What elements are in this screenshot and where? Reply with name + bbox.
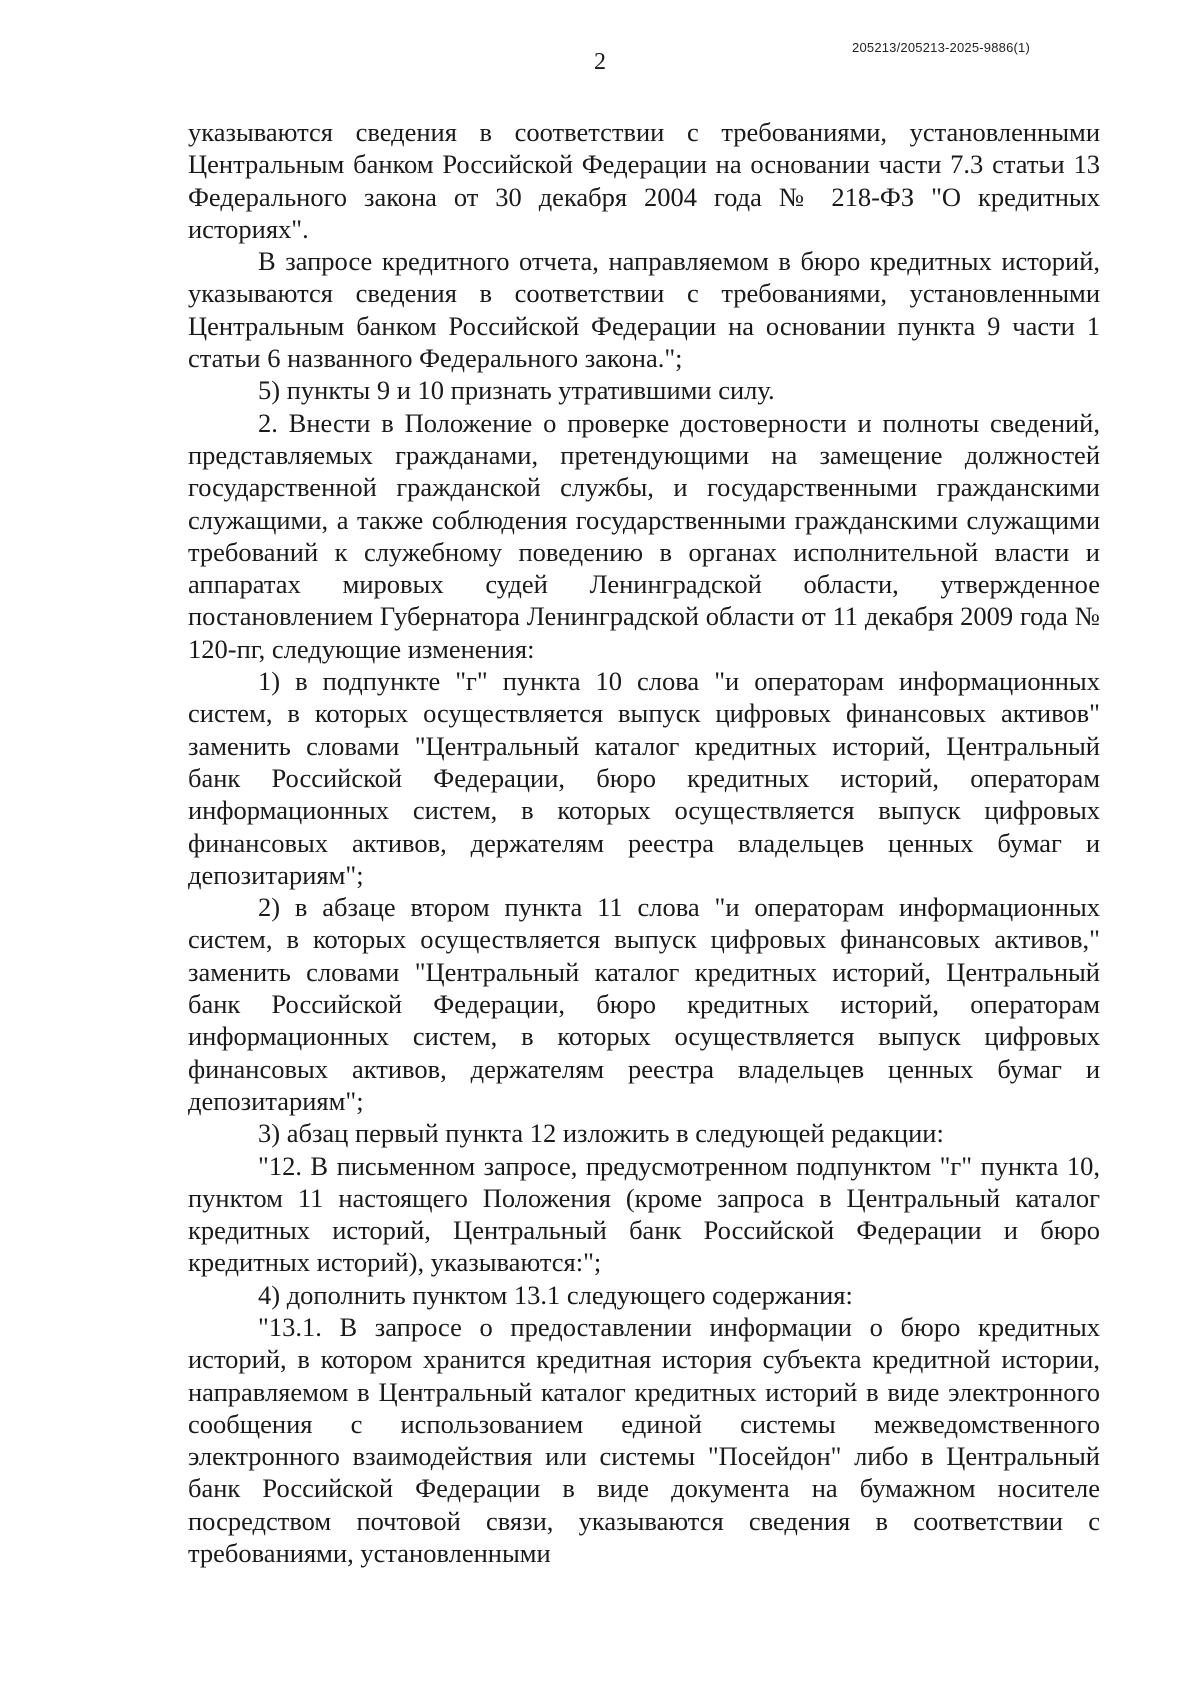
paragraph-point-13-1: "13.1. В запросе о предоставлении информации о бюро кредитных историй, в котором хранится кредитная история субъекта кредитной истории, направляемом в Центральный каталог кредитных историй в виде электронного сообщения с использованием единой системы межведомственного электронного взаимодействия или системы "Посейдон" либо в Центральный банк Российской Федерации в виде документа на бумажном носителе посредством почтовой связи, указываются сведения в соответствии с требованиями, установленными xyxy=(188,1311,1100,1569)
paragraph-amendment-3: 3) абзац первый пункта 12 изложить в следующей редакции: xyxy=(258,1118,944,1149)
document-id: 205213/205213-2025-9886(1) xyxy=(852,40,1030,55)
paragraph-amendment-2: 2) в абзаце втором пункта 11 слова "и операторам информационных систем, в которых осуществляется выпуск цифровых финансовых активов," заменить словами "Центральный каталог кредитных историй, Центральный банк Российской Федерации, бюро кредитных историй, операторам информационных систем, в которых осуществляется выпуск цифровых финансовых активов, держателям реестра владельцев ценных бумаг и депозитариям"; xyxy=(188,892,1100,1116)
paragraph-item-5: 5) пункты 9 и 10 признать утратившими силу. xyxy=(258,375,775,406)
paragraph-continuation: указываются сведения в соответствии с требованиями, установленными Центральным банком Российской Федерации на основании части 7.3 статьи 13 Федерального закона от 30 декабря 2004 года № 218-ФЗ "О кредитных историях". xyxy=(188,117,1100,244)
paragraph-credit-report-request: В запросе кредитного отчета, направляемом в бюро кредитных историй, указываются сведения в соответствии с требованиями, установленными Центральным банком Российской Федерации на основании пункта 9 части 1 статьи 6 названного Федерального закона."; xyxy=(188,246,1100,374)
paragraph-amendment-1: 1) в подпункте "г" пункта 10 слова "и операторам информационных систем, в которых осуществляется выпуск цифровых финансовых активов" заменить словами "Центральный каталог кредитных историй, Центральный банк Российской Федерации, бюро кредитных историй, операторам информационных систем, в которых осуществляется выпуск цифровых финансовых активов, держателям реестра владельцев ценных бумаг и депозитариям"; xyxy=(188,666,1100,890)
page-number: 2 xyxy=(594,49,606,75)
document-body xyxy=(188,116,1100,1569)
paragraph-amendment-4: 4) дополнить пунктом 13.1 следующего содержания: xyxy=(258,1279,853,1310)
paragraph-point-12: "12. В письменном запросе, предусмотренном подпунктом "г" пункта 10, пунктом 11 настоящего Положения (кроме запроса в Центральный каталог кредитных историй, Центральный банк Российской Федерации и бюро кредитных историй), указываются:"; xyxy=(188,1150,1100,1278)
paragraph-section-2: 2. Внести в Положение о проверке достоверности и полноты сведений, представляемых гражданами, претендующими на замещение должностей государственной гражданской службы, и государственными гражданскими служащими, а также соблюдения государственными гражданскими служащими требований к служебному поведению в органах исполнительной власти и аппаратах мировых судей Ленинградской области, утвержденное постановлением Губернатора Ленинградской области от 11 декабря 2009 года № 120-пг, следующие изменения: xyxy=(188,407,1100,664)
